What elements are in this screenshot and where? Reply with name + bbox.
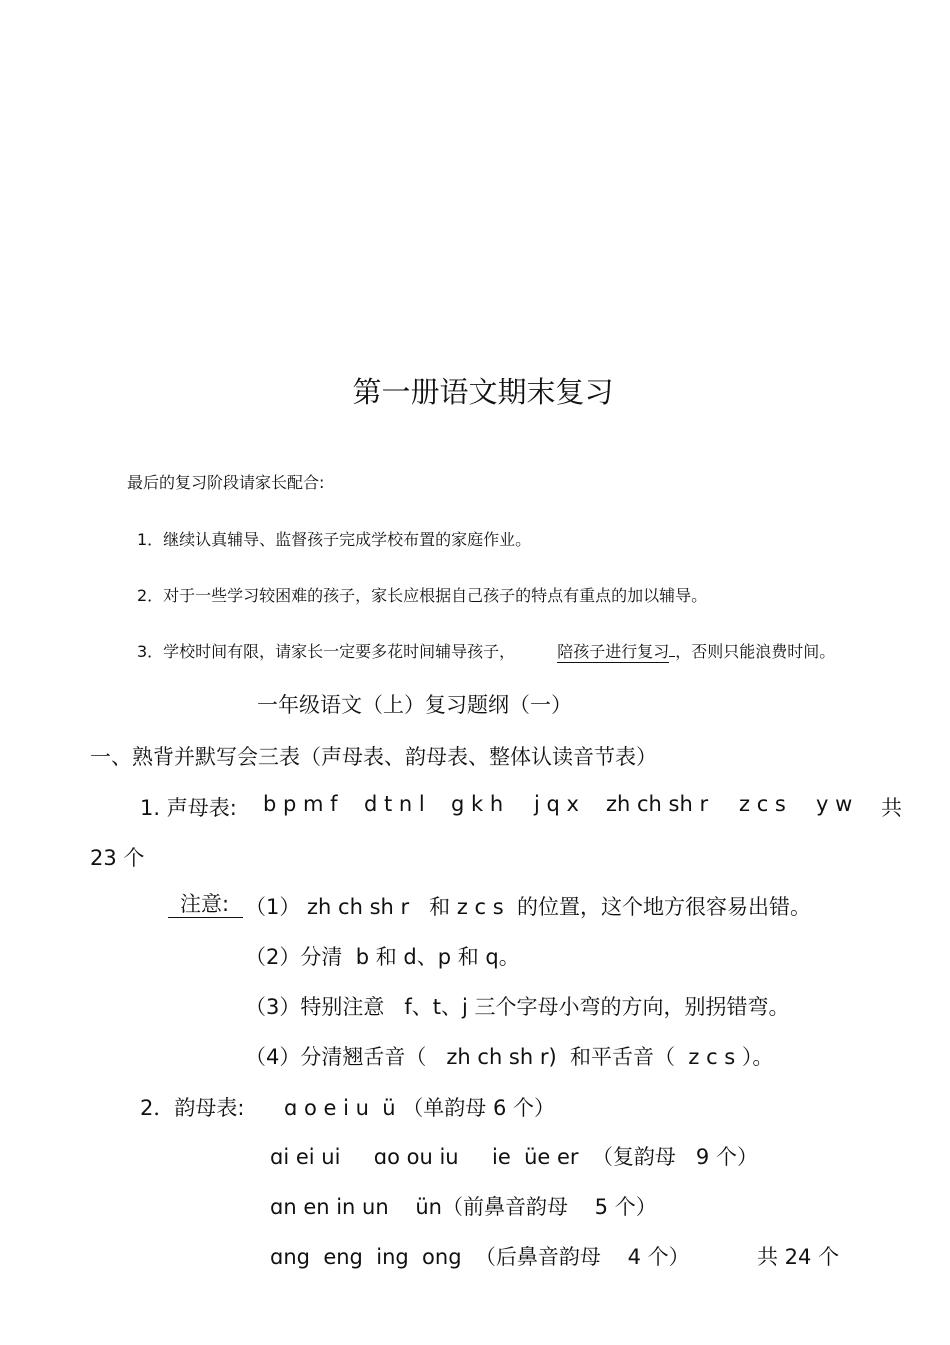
initials-group-2: d t n l bbox=[364, 792, 425, 816]
intro-heading: 最后的复习阶段请家长配合: bbox=[127, 473, 325, 492]
finals-line-2: ɑi ei ui ɑo ou iu ie üe er （复韵母 9 个） bbox=[270, 1145, 758, 1169]
initials-group-7: y w bbox=[816, 792, 853, 816]
note-1: （1） zh ch sh r 和 z c s 的位置，这个地方很容易出错。 bbox=[245, 895, 812, 919]
outline-title: 一年级语文（上）复习题纲（一） bbox=[257, 693, 572, 717]
note-4: （4）分清翘舌音（ zh ch sh r) 和平舌音（ z c s ）。 bbox=[245, 1045, 774, 1069]
finals-line-1: ɑ o e i u ü （单韵母 6 个） bbox=[284, 1096, 555, 1120]
intro-item-3-after: ，否则只能浪费时间。 bbox=[675, 642, 836, 661]
note-2: （2）分清 b 和 d、p 和 q。 bbox=[245, 945, 520, 969]
initials-group-4: j q x bbox=[534, 792, 579, 816]
page-title: 第一册语文期末复习 bbox=[352, 375, 614, 409]
finals-line-4: ɑng eng ing ong （后鼻音韵母 4 个） bbox=[270, 1245, 690, 1269]
finals-total: 共 24 个 bbox=[757, 1245, 840, 1269]
initials-label: 1. 声母表: bbox=[140, 796, 244, 820]
initials-group-3: g k h bbox=[451, 792, 504, 816]
intro-item-2: 2．对于一些学习较困难的孩子，家长应根据自己孩子的特点有重点的加以辅导。 bbox=[137, 586, 708, 605]
intro-item-3-underlined: 陪孩子进行复习 bbox=[557, 642, 670, 661]
initials-total-prefix: 共 bbox=[881, 796, 902, 820]
intro-item-3-before: 3．学校时间有限，请家长一定要多花时间辅导孩子， bbox=[137, 642, 516, 661]
finals-label: 2．韵母表: bbox=[140, 1096, 245, 1120]
initials-group-6: z c s bbox=[739, 792, 786, 816]
initials-total: 23 个 bbox=[90, 846, 145, 870]
note-3: （3）特别注意 f、t、j 三个字母小弯的方向，别拐错弯。 bbox=[245, 995, 790, 1019]
section-1-heading: 一、熟背并默写会三表（声母表、韵母表、整体认读音节表） bbox=[90, 745, 657, 769]
intro-item-3 bbox=[137, 639, 835, 662]
initials-group-5: zh ch sh r bbox=[606, 792, 709, 816]
finals-line-3: ɑn en in un ün（前鼻音韵母 5 个） bbox=[270, 1195, 657, 1219]
initials-group-1: b p m f bbox=[263, 792, 338, 816]
notes-label: 注意: bbox=[168, 891, 243, 918]
intro-item-1: 1．继续认真辅导、监督孩子完成学校布置的家庭作业。 bbox=[137, 530, 532, 549]
